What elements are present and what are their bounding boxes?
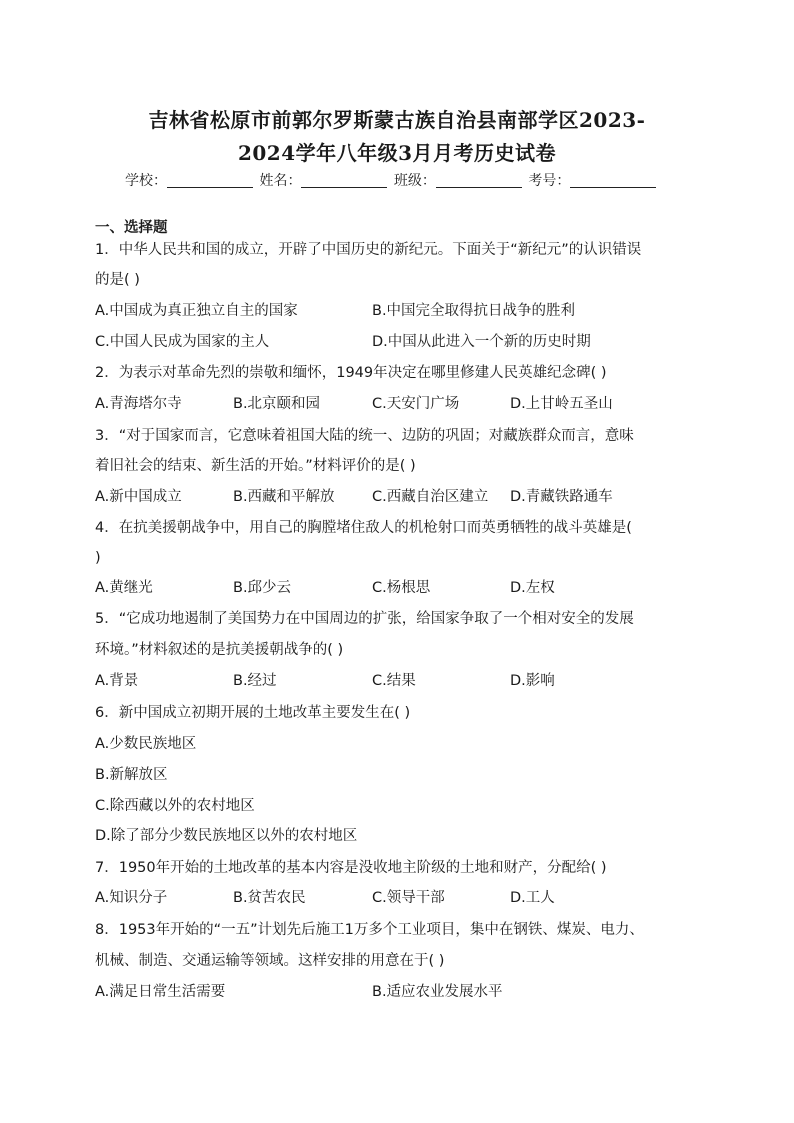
question-2-line-1: 2．为表示对革命先烈的崇敬和缅怀，1949年决定在哪里修建人民英雄纪念碑( )	[95, 365, 607, 381]
question-5-option-d[interactable]: D.影响	[510, 673, 555, 689]
question-4-option-c[interactable]: C.杨根思	[372, 580, 431, 596]
exam-number-blank[interactable]	[570, 173, 656, 188]
class-label: 班级：	[393, 173, 436, 189]
question-1-option-a[interactable]: A.中国成为真正独立自主的国家	[95, 303, 298, 319]
question-3-option-b[interactable]: B.西藏和平解放	[233, 489, 335, 505]
question-5-line-1: 5．“它成功地遏制了美国势力在中国周边的扩张，给国家争取了一个相对安全的发展	[95, 611, 634, 627]
question-2-option-d[interactable]: D.上甘岭五圣山	[510, 396, 613, 412]
question-5-option-c[interactable]: C.结果	[372, 673, 416, 689]
question-1-option-b[interactable]: B.中国完全取得抗日战争的胜利	[372, 303, 576, 319]
question-7-option-c[interactable]: C.领导干部	[372, 890, 445, 906]
question-3-option-d[interactable]: D.青藏铁路通车	[510, 489, 613, 505]
question-1-option-d[interactable]: D.中国从此进入一个新的历史时期	[372, 334, 591, 350]
question-3-line-2: 着旧社会的结束、新生活的开始。”材料评价的是( )	[95, 458, 416, 474]
name-label: 姓名：	[259, 173, 302, 189]
question-5-option-a[interactable]: A.背景	[95, 673, 139, 689]
section-heading: 一、选择题	[95, 220, 168, 236]
question-6-option-d[interactable]: D.除了部分少数民族地区以外的农村地区	[95, 828, 358, 844]
question-8-option-a[interactable]: A.满足日常生活需要	[95, 984, 226, 1000]
question-3-option-c[interactable]: C.西藏自治区建立	[372, 489, 489, 505]
exam-title-line-1: 吉林省松原市前郭尔罗斯蒙古族自治县南部学区2023-	[148, 108, 646, 132]
question-7-option-d[interactable]: D.工人	[510, 890, 555, 906]
question-7-option-b[interactable]: B.贫苦农民	[233, 890, 306, 906]
question-5-option-b[interactable]: B.经过	[233, 673, 277, 689]
question-8-option-b[interactable]: B.适应农业发展水平	[372, 984, 503, 1000]
exam-number-label: 考号：	[528, 173, 571, 189]
question-6-option-b[interactable]: B.新解放区	[95, 767, 168, 783]
question-2-option-b[interactable]: B.北京颐和园	[233, 396, 321, 412]
question-4-option-d[interactable]: D.左权	[510, 580, 555, 596]
question-1-option-c[interactable]: C.中国人民成为国家的主人	[95, 334, 270, 350]
question-3-option-a[interactable]: A.新中国成立	[95, 489, 182, 505]
name-blank[interactable]	[301, 173, 387, 188]
question-6-option-a[interactable]: A.少数民族地区	[95, 736, 197, 752]
question-4-line-1: 4．在抗美援朝战争中，用自己的胸膛堵住敌人的机枪射口而英勇牺牲的战斗英雄是(	[95, 520, 632, 536]
question-7-line-1: 7．1950年开始的土地改革的基本内容是没收地主阶级的土地和财产，分配给( )	[95, 860, 607, 876]
question-2-option-c[interactable]: C.天安门广场	[372, 396, 460, 412]
question-5-line-2: 环境。”材料叙述的是抗美援朝战争的( )	[95, 642, 344, 658]
question-3-line-1: 3．“对于国家而言，它意味着祖国大陆的统一、边防的巩固；对藏族群众而言，意味	[95, 428, 634, 444]
exam-title-line-2: 2024学年八年级3月月考历史试卷	[237, 141, 557, 165]
question-6-line-1: 6．新中国成立初期开展的土地改革主要发生在( )	[95, 705, 411, 721]
class-blank[interactable]	[436, 173, 522, 188]
question-2-option-a[interactable]: A.青海塔尔寺	[95, 396, 182, 412]
question-4-option-b[interactable]: B.邱少云	[233, 580, 292, 596]
question-6-option-c[interactable]: C.除西藏以外的农村地区	[95, 798, 255, 814]
question-4-option-a[interactable]: A.黄继光	[95, 580, 153, 596]
question-1-line-1: 1．中华人民共和国的成立，开辟了中国历史的新纪元。下面关于“新纪元”的认识错误	[95, 242, 642, 258]
school-blank[interactable]	[167, 173, 253, 188]
question-8-line-2: 机械、制造、交通运输等领域。这样安排的用意在于( )	[95, 953, 445, 969]
question-1-line-2: 的是( )	[95, 272, 140, 288]
question-7-option-a[interactable]: A.知识分子	[95, 890, 168, 906]
school-label: 学校：	[125, 173, 167, 189]
question-4-line-2: )	[95, 550, 101, 566]
student-info-row	[125, 170, 725, 190]
question-8-line-1: 8．1953年开始的“一五”计划先后施工1万多个工业项目，集中在钢铁、煤炭、电力、	[95, 922, 644, 938]
